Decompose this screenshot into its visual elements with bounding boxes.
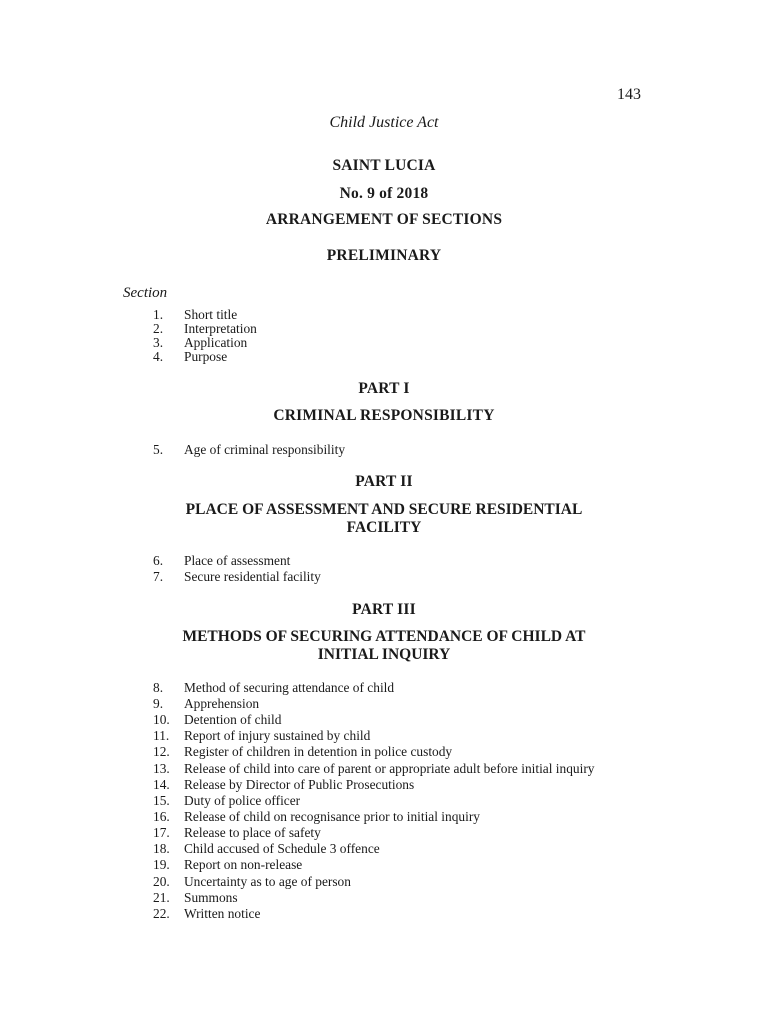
section-title: Summons (184, 890, 238, 905)
part-2-label: PART II (355, 473, 413, 490)
section-title: Release of child on recognisance prior to initial inquiry (184, 809, 480, 824)
section-number: 20. (153, 874, 170, 889)
section-title: Age of criminal responsibility (184, 442, 346, 457)
section-number: 5. (153, 442, 164, 457)
section-number: 1. (153, 307, 164, 322)
section-number: 12. (153, 744, 170, 759)
section-number: 21. (153, 890, 170, 905)
section-title: Detention of child (184, 712, 282, 727)
part-2-heading (140, 501, 628, 537)
section-number: 8. (153, 680, 164, 695)
part-2-heading-line-2: FACILITY (346, 519, 422, 536)
section-title: Child accused of Schedule 3 offence (184, 841, 380, 856)
running-head: Child Justice Act (329, 114, 439, 131)
section-title: Release to place of safety (184, 825, 321, 840)
part-2-heading-line-1: PLACE OF ASSESSMENT AND SECURE RESIDENTIAL (185, 501, 583, 518)
section-title: Interpretation (184, 321, 257, 336)
section-number: 4. (153, 349, 164, 364)
section-label: Section (123, 285, 168, 301)
section-title: Uncertainty as to age of person (184, 874, 351, 889)
section-title: Secure residential facility (184, 569, 321, 584)
country-heading: SAINT LUCIA (332, 157, 436, 174)
section-number: 15. (153, 793, 170, 808)
act-number: No. 9 of 2018 (339, 185, 429, 202)
section-title: Written notice (184, 906, 261, 921)
part-3-label: PART III (352, 601, 416, 618)
arrangement-heading: ARRANGEMENT OF SECTIONS (265, 211, 503, 228)
section-number: 16. (153, 809, 170, 824)
section-title: Short title (184, 307, 238, 322)
section-title: Apprehension (184, 696, 260, 711)
section-number: 13. (153, 761, 170, 776)
part-3-heading-line-2: INITIAL INQUIRY (317, 646, 451, 663)
section-number: 10. (153, 712, 170, 727)
section-number: 11. (153, 728, 170, 743)
preliminary-heading: PRELIMINARY (326, 247, 442, 264)
section-number: 7. (153, 569, 164, 584)
section-title: Place of assessment (184, 553, 291, 568)
page-number: 143 (617, 86, 641, 103)
section-number: 22. (153, 906, 170, 921)
section-title: Purpose (184, 349, 228, 364)
section-title: Release of child into care of parent or appropriate adult before initial inquiry (184, 761, 595, 776)
section-number: 6. (153, 553, 164, 568)
part-1-label: PART I (358, 380, 410, 397)
section-number: 3. (153, 335, 164, 350)
section-number: 14. (153, 777, 170, 792)
section-title: Release by Director of Public Prosecutions (184, 777, 415, 792)
section-title: Method of securing attendance of child (184, 680, 395, 695)
section-number: 19. (153, 857, 170, 872)
part-1-heading: CRIMINAL RESPONSIBILITY (273, 407, 495, 424)
section-number: 9. (153, 696, 164, 711)
section-number: 18. (153, 841, 170, 856)
section-title: Register of children in detention in police custody (184, 744, 453, 759)
part-3-heading-line-1: METHODS OF SECURING ATTENDANCE OF CHILD AT (182, 628, 586, 645)
part-3-heading (140, 628, 628, 664)
section-title: Duty of police officer (184, 793, 301, 808)
section-title: Report on non-release (184, 857, 303, 872)
section-number: 2. (153, 321, 164, 336)
section-title: Application (184, 335, 248, 350)
section-number: 17. (153, 825, 170, 840)
section-title: Report of injury sustained by child (184, 728, 371, 743)
